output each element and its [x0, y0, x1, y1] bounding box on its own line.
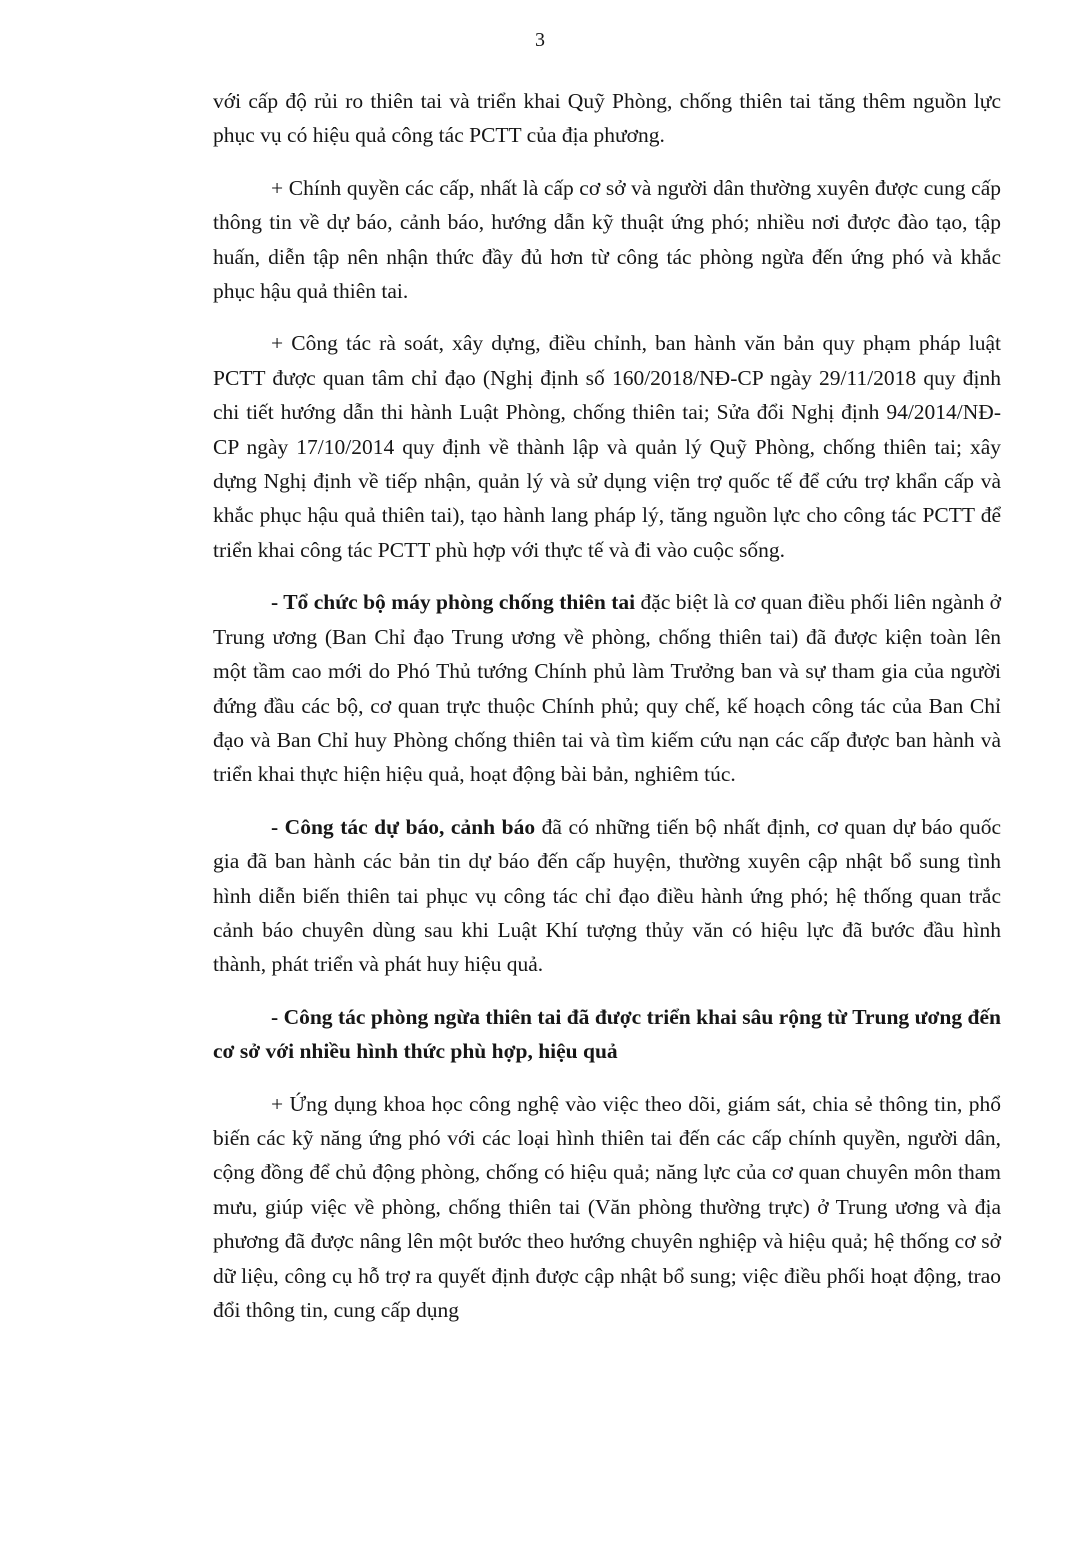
page-number: 3 [535, 29, 545, 51]
document-body [213, 84, 1001, 1345]
paragraph-body: đặc biệt là cơ quan điều phối liên ngành ở Trung ương (Ban Chỉ đạo Trung ương về phòng, chống thiên tai) đã được kiện toàn lên một tầm cao mới do Phó Thủ tướng Chính phủ làm Trưởng ban và sự tham gia của người đứng đầu các bộ, cơ quan trực thuộc Chính phủ; quy chế, kế hoạch công tác của Ban Chỉ đạo và Ban Chỉ huy Phòng chống thiên tai và tìm kiếm cứu nạn các cấp được ban hành và triển khai thực hiện hiệu quả, hoạt động bài bản, nghiêm túc. [213, 590, 1002, 787]
paragraph-technology: + Ứng dụng khoa học công nghệ vào việc theo dõi, giám sát, chia sẻ thông tin, phổ biến các kỹ năng ứng phó với các loại hình thiên tai đến các cấp chính quyền, người dân, cộng đồng để chủ động phòng, chống có hiệu quả; năng lực của cơ quan chuyên môn tham mưu, giúp việc về phòng, chống thiên tai (Văn phòng thường trực) ở Trung ương và địa phương đã được nâng lên một bước theo hướng chuyên nghiệp và hiệu quả; hệ thống cơ sở dữ liệu, công cụ hỗ trợ ra quyết định được cập nhật bổ sung; việc điều phối hoạt động, trao đổi thông tin, cung cấp dụng [213, 1091, 1001, 1322]
paragraph-legal-documents: + Công tác rà soát, xây dựng, điều chỉnh, ban hành văn bản quy phạm pháp luật PCTT được quan tâm chỉ đạo (Nghị định số 160/2018/NĐ-CP ngày 29/11/2018 quy định chi tiết hướng dẫn thi hành Luật Phòng, chống thiên tai; Sửa đổi Nghị định 94/2014/NĐ-CP ngày 17/10/2014 quy định về thành lập và quản lý Quỹ Phòng, chống thiên tai; xây dựng Nghị định về tiếp nhận, quản lý và sử dụng viện trợ quốc tế để cứu trợ khẩn cấp và khắc phục hậu quả thiên tai), tạo hành lang pháp lý, tăng nguồn lực cho công tác PCTT để triển khai công tác PCTT phù hợp với thực tế và đi vào cuộc sống. [213, 331, 1001, 562]
paragraph-organization [213, 585, 1001, 791]
paragraph-local-authorities: + Chính quyền các cấp, nhất là cấp cơ sở và người dân thường xuyên được cung cấp thông tin về dự báo, cảnh báo, hướng dẫn kỹ thuật ứng phó; nhiều nơi được đào tạo, tập huấn, diễn tập nên nhận thức đầy đủ hơn từ công tác phòng ngừa đến ứng phó và khắc phục hậu quả thiên tai. [213, 175, 1001, 304]
paragraph-heading: - Tổ chức bộ máy phòng chống thiên tai [271, 590, 636, 615]
paragraph-heading: - Công tác dự báo, cảnh báo [271, 814, 536, 839]
paragraph-body: đã có những tiến bộ nhất định, cơ quan dự báo quốc gia đã ban hành các bản tin dự báo đến cấp huyện, thường xuyên cập nhật bổ sung tình hình diễn biến thiên tai phục vụ công tác chỉ đạo điều hành ứng phó; hệ thống quan trắc cảnh báo chuyên dùng sau khi Luật Khí tượng thủy văn có hiệu lực đã bước đầu hình thành, phát triển và phát huy hiệu quả. [213, 814, 1001, 977]
paragraph-forecasting [213, 810, 1001, 982]
section-heading-prevention: - Công tác phòng ngừa thiên tai đã được triển khai sâu rộng từ Trung ương đến cơ sở với nhiều hình thức phù hợp, hiệu quả [213, 1004, 1001, 1064]
paragraph-continuation: với cấp độ rủi ro thiên tai và triển khai Quỹ Phòng, chống thiên tai tăng thêm nguồn lực phục vụ có hiệu quả công tác PCTT của địa phương. [213, 89, 1001, 148]
